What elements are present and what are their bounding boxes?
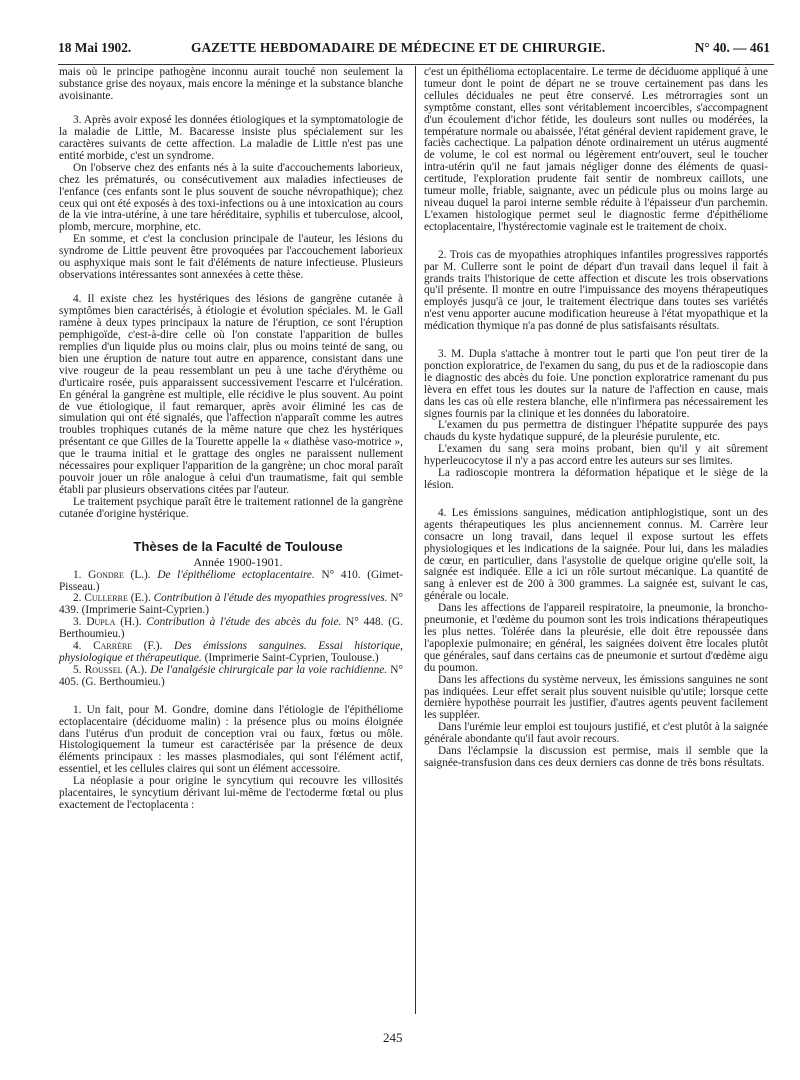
page-number: 245 <box>383 1030 403 1045</box>
paragraph: Dans l'urémie leur emploi est toujours justifié, et c'est plutôt à la saignée générale abondante qu'il faut avoir recours. <box>424 721 768 746</box>
thesis-number: 2. <box>73 592 82 605</box>
thesis-entry <box>59 665 403 689</box>
paragraph: Le traitement psychique paraît être le traitement rationnel de la gangrène cutanée d'origine hystérique. <box>59 495 403 520</box>
thesis-author: Carrère (F.). <box>93 640 163 653</box>
thesis-entry <box>59 617 403 641</box>
issue-number: N° 40. — 461 <box>694 40 770 55</box>
thesis-number: 3. <box>73 616 82 629</box>
thesis-entry <box>59 641 403 665</box>
thesis-details: N° 448. (G. Berthoumieu.) <box>59 616 403 641</box>
right-column <box>424 67 768 1017</box>
paragraph: 4. Les émissions sanguines, médication antiphlogistique, sont un des agents thérapeutiques les plus anciennement connus. M. Carrère leur consacre un long travail, dans lequel il expose surtout les effets physiologiques et les indications de la saignée. Pour lui, dans les maladies de cœur, en particulier, dans l'asystolie de quelque origine qu'elle soit, la saignée est indiquée. Elle a ici un rôle surtout mécanique. La quantité de sang à enlever est de 200 à 300 grammes. La saignée est, suivant le cas, générale ou locale. <box>424 506 768 603</box>
paragraph: L'examen du sang sera moins probant, bien qu'il y ait sûrement hyperleucocytose il n'y a pas accord entre les auteurs sur ses limites. <box>424 443 768 468</box>
running-header <box>58 40 770 58</box>
left-column <box>59 67 403 1027</box>
thesis-author: Gondre (L.). <box>88 568 151 581</box>
header-rule <box>58 64 774 65</box>
thesis-details: N° 439. (Imprimerie Saint-Cyprien.) <box>59 592 403 617</box>
paragraph: mais où le principe pathogène inconnu aurait touché non seulement la substance grise des noyaux, mais encore la méninge et la substance blanche avoisinante. <box>59 66 403 102</box>
paragraph: 4. Il existe chez les hystériques des lésions de gangrène cutanée à symptômes bien caractérisés, à étiologie et évolution spéciales. M. le Gall ramène à deux types principaux la nature de l'éruption, ce sont l'éruption pemphigoïde, c'est-à-dire celle où l'on constate l'apparition de bulles remplies d'un liquide plus ou moins clair, plus ou moins teinté de sang, ou bien une éruption de nature tout autre en apparence, consistant dans une vive rougeur de la peau ressemblant un peu à une tache d'érythème ou d'urticaire rosée, puis apparaissent successivement l'escarre et l'ulcération. En général la gangrène est multiple, elle récidive le plus souvent. Au point de vue étiologique, il faut remarquer, après avoir éliminé les cas de simulation qui ont été signalés, que l'affection n'apparaît comme les autres troubles trophiques cutanés de la même nature que chez les hystériques présentant ce que Gilles de la Tourette appelle la « diathèse vaso-motrice », que le trauma initial et le grattage des ongles ne paraissent nullement nécessaires pour expliquer l'apparition de la gangrène; un choc moral paraît pouvoir jouer un rôle analogue à celui d'un traumatisme, fait qui semble établi par plusieurs observations citées par l'auteur. <box>59 293 403 496</box>
paragraph: Dans les affections de l'appareil respiratoire, la pneumonie, la broncho-pneumonie, et l'œdème du poumon sont les trois indications thérapeutiques les plus nettes. Tolérée dans la pleurésie, elle doit être repoussée dans l'apoplexie pulmonaire; en général, les saignées doivent être locales plutôt que générales, sauf dans certains cas de pneumonie et surtout d'œdème aigu du poumon. <box>424 602 768 674</box>
thesis-title: De l'épithéliome ectoplacentaire. <box>157 568 315 581</box>
thesis-number: 4. <box>73 640 82 653</box>
paragraph: La néoplasie a pour origine le syncytium qui recouvre les villosités placentaires, le syncytium dérivant lui-même de l'ectoderme fœtal ou plus exactement de l'ectoplacenta : <box>59 775 403 811</box>
paragraph: 3. Après avoir exposé les données étiologiques et la symptomatologie de la maladie de Little, M. Bacaresse insiste plus spécialement sur les caractères suivants de cette affection. La maladie de Little n'est pas une entité morbide, c'est un syndrome. <box>59 114 403 162</box>
thesis-title: Des émissions sanguines. Essai historique, physiologique et thérapeutique. <box>59 640 404 664</box>
issue-date: 18 Mai 1902. <box>58 40 132 55</box>
thesis-number: 1. <box>73 568 82 581</box>
paragraph: Dans l'éclampsie la discussion est permise, mais il semble que la saignée-transfusion dans ces deux derniers cas donne de très bons résultats. <box>424 745 768 769</box>
section-subtitle: Année 1900-1901. <box>193 554 283 569</box>
paragraph: L'examen du pus permettra de distinguer l'hépatite suppurée des pays chauds du kyste hydatique suppuré, de la pleurésie purulente, etc. <box>424 419 768 444</box>
paragraph: On l'observe chez des enfants nés à la suite d'accouchements laborieux, chez les prématurés, ou consécutivement aux maladies infectieuses de l'enfance (ces enfants sont le plus souvent de souche névropathique); chez ceux qui ont été exposés à des toxi-infections ou à une intoxication au cours de la vie intra-utérine, à une tare héréditaire, syphilis et tuberculose, alcool, plomb, mercure, morphine, etc. <box>59 161 403 234</box>
section-title: Thèses de la Faculté de Toulouse <box>133 538 343 554</box>
thesis-details: N° 410. (Gimet-Pisseau.) <box>59 568 404 593</box>
journal-title: GAZETTE HEBDOMADAIRE DE MÉDECINE ET DE CHIRURGIE. <box>191 40 606 55</box>
thesis-author: Dupla (H.). <box>86 616 142 629</box>
paragraph: Dans les affections du système nerveux, les émissions sanguines ne sont pas indiquées. Leur effet serait plus souvent nuisible qu'utile; lorsque cette dernière hypothèse pourrait les justifier, d'autres agents peuvent facilement les suppléer. <box>424 673 768 722</box>
paragraph: c'est un épithélioma ectoplacentaire. Le terme de déciduome appliqué à une tumeur dont le point de départ ne se trouve certainement pas dans les cellules déciduales ne peut être conservé. Les métrorragies sont un symptôme constant, elles sont véritablement incoercibles, s'accompagnent d'un écoulement d'ichor fétide, les douleurs sont nulles ou modérées, la température normale ou abaissée, l'état général devient rapidement grave, le faciès cachectique. La palpation dénote ordinairement un utérus augmenté de volume, le col est normal ou légèrement entr'ouvert, seul le toucher intra-utérin qu'il ne faut jamais négliger donne des éléments de quasi-certitude, l'exploration prudente fait sentir de nombreux caillots, une tumeur molle, friable, saignante, avec un pédicule plus ou moins large au niveau duquel la paroi interne semble réduite à l'épaisseur d'un parchemin. L'examen histologique permet seul le diagnostic ferme d'épithéliome ectoplacentaire, l'hystérectomie vaginale est le traitement de choix. <box>424 66 768 233</box>
column-divider <box>415 66 416 1014</box>
thesis-details: N° 405. (G. Berthoumieu.) <box>59 663 403 688</box>
paragraph: 2. Trois cas de myopathies atrophiques infantiles progressives rapportés par M. Cullerre sont le point de départ d'un travail dans lequel il fait à grands traits l'historique de cette affection et discute les trois observations qu'il présente. Il montre en outre l'impuissance des moyens thérapeutiques employés jusqu'à ce jour, le traitement électrique dans toutes ses variétés n'est venu apporter aucune modification heureuse à l'état myopathique et la médication thymique n'a pas donné de plus satisfaisants résultats. <box>424 248 768 333</box>
paragraph: 3. M. Dupla s'attache à montrer tout le parti que l'on peut tirer de la ponction exploratrice, de l'examen du sang, du pus et de la radioscopie dans le diagnostic des abcès du foie. Une ponction exploratrice ramenant du pus lèvera en effet tous les doutes sur la nature de l'affection en cause, mais dans les cas où elle restera blanche, elle n'infirmera pas nécessairement les signes fournis par la clinique et les données du laboratoire. <box>424 348 768 420</box>
thesis-entry <box>59 593 403 617</box>
paragraph: La radioscopie montrera la déformation hépatique et le siège de la lésion. <box>424 467 768 491</box>
thesis-entry <box>59 570 403 594</box>
thesis-title: Contribution à l'étude des myopathies progressives. <box>153 592 388 605</box>
thesis-author: Cullerre (E.). <box>84 592 151 605</box>
paragraph: En somme, et c'est la conclusion principale de l'auteur, les lésions du syndrome de Little peuvent être provoquées par l'accouchement laborieux ou asphyxique mais sont le fait d'éléments de nature infectieuse. Plusieurs observations intéressantes sont annexées à cette thèse. <box>59 233 403 281</box>
thesis-title: De l'analgésie chirurgicale par la voie rachidienne. <box>150 663 388 676</box>
thesis-number: 5. <box>73 663 82 676</box>
paragraph: 1. Un fait, pour M. Gondre, domine dans l'étiologie de l'épithéliome ectoplacentaire (déciduome malin) : la présence plus ou moins éloignée dans l'utérus d'un produit de conception vrai ou faux, fœtus ou môle. Histologiquement la tumeur est caractérisée par la présence de deux éléments principaux : les masses plasmodiales, qui sont l'élément actif, essentiel, et les cellules claires qui sont un élément accessoire. <box>59 703 403 776</box>
thesis-details: (Imprimerie Saint-Cyprien, Toulouse.) <box>204 651 379 664</box>
thesis-author: Roussel (A.). <box>84 663 148 676</box>
thesis-title: Contribution à l'étude des abcès du foie. <box>146 616 342 629</box>
